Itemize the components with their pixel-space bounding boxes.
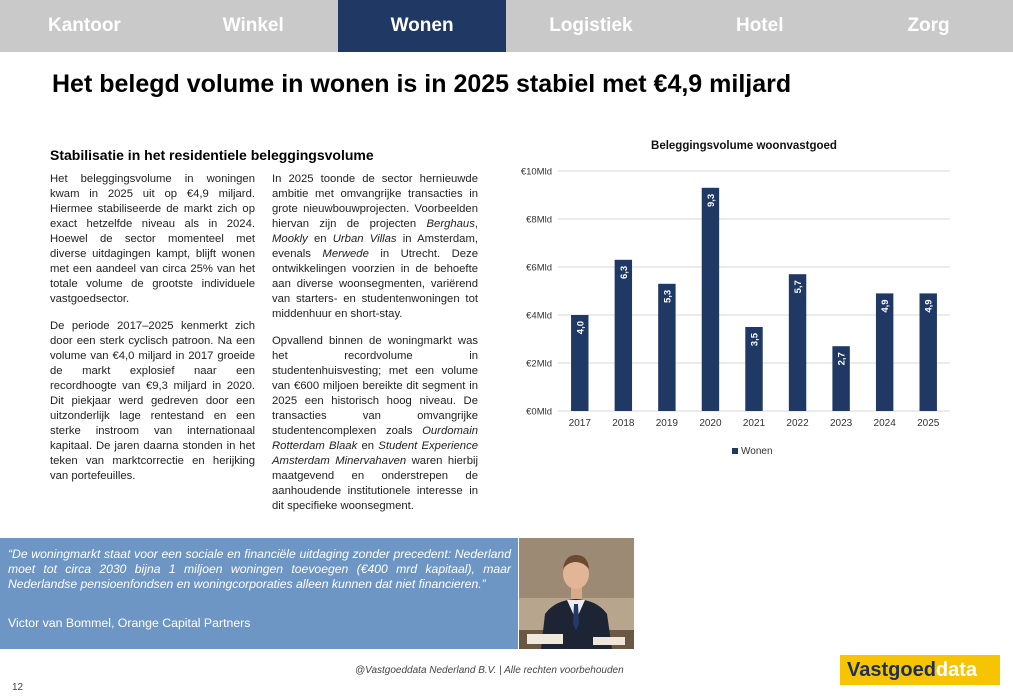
y-tick-label: €10Mld [520, 166, 552, 178]
page-title: Het belegd volume in wonen is in 2025 stabiel met €4,9 miljard [52, 70, 792, 98]
tab-hotel[interactable]: Hotel [735, 15, 784, 36]
bar-value-label: 4,9 [880, 299, 892, 313]
y-tick-label: €2Mld [526, 358, 552, 370]
tab-logistiek[interactable]: Logistiek [549, 15, 633, 36]
page-number: 12 [12, 682, 24, 693]
x-tick-label: 2022 [786, 418, 809, 429]
paragraph: Opvallend binnen de woningmarkt was het recordvolume in studentenhuisvesting; met een volume van €600 miljoen bereikte dit segment in 2025 een historisch hoog niveau. De transacties van omvangrijke studentencomplexen zoals Ourdomain Rotterdam Blaak en Student Experience Amsterdam Minervahaven waren hierbij maatgevend en onderstrepen de aanhoudende institutionele interesse in dit specifieke woonsegment. [272, 335, 478, 512]
y-tick-label: €0Mld [526, 406, 552, 418]
bar-value-label: 4,9 [923, 299, 935, 313]
bar-chart [510, 134, 965, 464]
quote-text: “De woningmarkt staat voor een sociale en financiële uitdaging zonder precedent: Nederland moet tot circa 2030 bijna 1 miljoen woningen toevoegen (€400 mrd kapitaal), maar Nederlandse pensioenfondsen en woningcorporaties alleen kunnen dat niet financieren.” [8, 547, 511, 591]
x-tick-label: 2023 [829, 418, 853, 429]
bar-value-label: 6,3 [618, 265, 630, 280]
tab-winkel[interactable]: Winkel [222, 15, 284, 36]
chart-title: Beleggingsvolume woonvastgoed [651, 140, 837, 152]
bar-value-label: 4,0 [575, 321, 587, 335]
bar-value-label: 9,3 [705, 193, 717, 208]
x-tick-label: 2018 [612, 418, 635, 429]
x-tick-label: 2020 [699, 418, 722, 429]
tab-zorg[interactable]: Zorg [907, 15, 950, 36]
section-subheading: Stabilisatie in het residentiele beleggingsvolume [50, 147, 374, 163]
bar-value-label: 2,7 [836, 352, 848, 366]
quote-author: Victor van Bommel, Orange Capital Partners [8, 616, 251, 630]
bar-value-label: 3,5 [749, 333, 761, 347]
x-tick-label: 2025 [917, 418, 940, 429]
y-tick-label: €4Mld [526, 310, 552, 322]
x-tick-label: 2019 [655, 418, 679, 429]
sector-tabs [0, 0, 1013, 52]
legend-swatch [732, 448, 738, 454]
bar-value-label: 5,7 [793, 280, 805, 294]
y-tick-label: €6Mld [526, 262, 552, 274]
x-tick-label: 2017 [568, 418, 591, 429]
vastgoeddata-logo: Vastgoed data [840, 655, 1000, 685]
quote-box [0, 538, 518, 649]
paragraph: Het beleggingsvolume in woningen kwam in 2025 uit op €4,9 miljard. Hiermee stabiliseerde de markt zich op exact hetzelfde niveau als in 2024. Hoewel de sector momenteel met diverse uitdagingen kampt, blijft wonen met een aandeel van circa 25% van het totale volume de grootste individuele vastgoedsector. [50, 173, 255, 305]
bar [789, 274, 806, 411]
legend-label: Wonen [741, 446, 773, 457]
bar [615, 260, 632, 411]
tab-wonen[interactable]: Wonen [338, 0, 507, 52]
paragraph: In 2025 toonde de sector hernieuwde ambitie met omvangrijke transacties in grote nieuwbouwprojecten. Voorbeelden hiervan zijn de projecten Berghaus, Mookly en Urban Villas in Amsterdam, evenals Merwede in Utrecht. Deze ontwikkelingen voorzien in de behoefte aan diverse woonsegmenten, variërend van starters- en studentenwoningen tot middenhuur en short-stay. [272, 173, 478, 320]
y-tick-label: €8Mld [526, 214, 552, 226]
bar [702, 188, 719, 411]
bar-value-label: 5,3 [662, 289, 674, 304]
footer-copyright: @Vastgoeddata Nederland B.V. | Alle rechten voorbehouden [355, 665, 624, 676]
speaker-photo [519, 538, 634, 649]
text-column-2 [272, 172, 478, 526]
paragraph: De periode 2017–2025 kenmerkt zich door een sterk cyclisch patroon. Na een volume van €4,0 miljard in 2017 groeide de markt explosief naar een recordhoogte van €9,3 miljard in 2020. Dit piekjaar werd gedreven door een uitzonderlijk lage rentestand en een sterke instroom van internationaal kapitaal. De jaren daarna stonden in het teken van marktcorrectie en herijking van portefeuilles. [50, 320, 255, 482]
x-tick-label: 2024 [873, 418, 896, 429]
x-tick-label: 2021 [742, 418, 766, 429]
tab-kantoor[interactable]: Kantoor [48, 15, 121, 36]
text-column-1 [50, 172, 255, 496]
